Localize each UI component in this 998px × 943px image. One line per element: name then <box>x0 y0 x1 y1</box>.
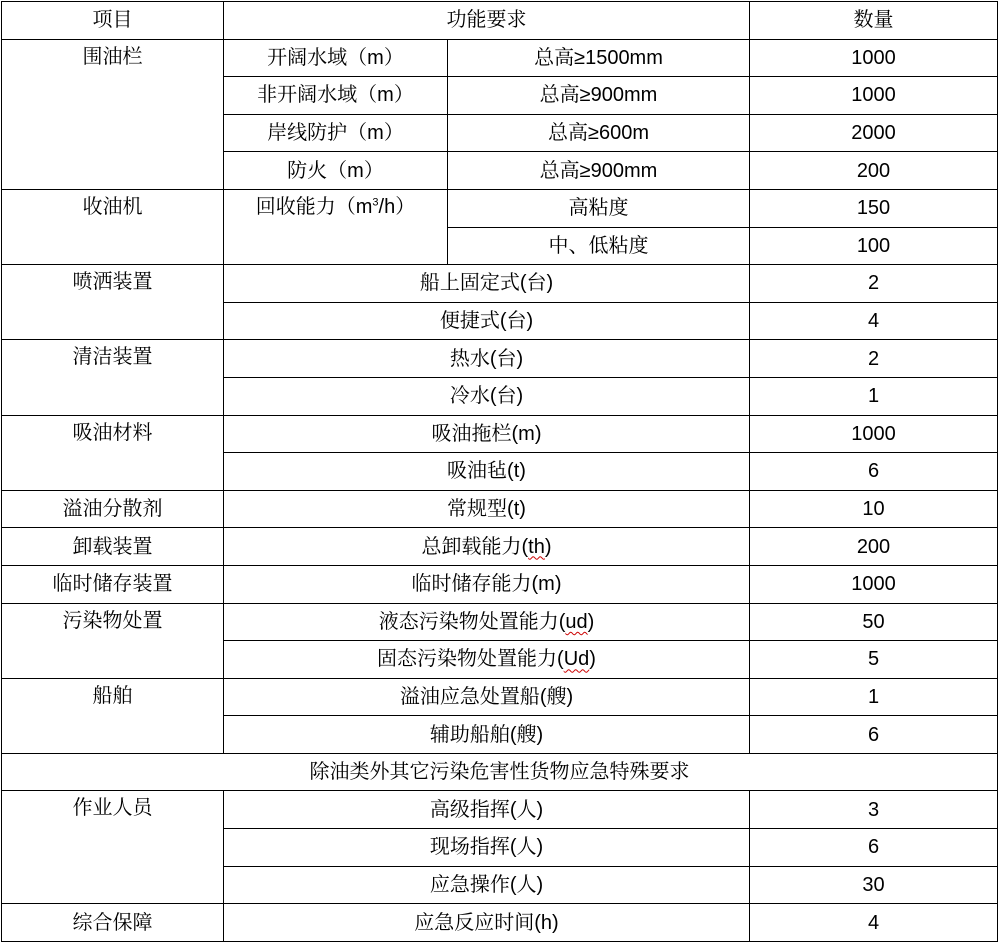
category-cell: 喷洒装置 <box>2 265 224 340</box>
quantity-cell: 1000 <box>750 39 998 77</box>
category-cell: 综合保障 <box>2 904 224 942</box>
requirement-cell: 冷水(台) <box>224 377 750 415</box>
quantity-cell: 200 <box>750 152 998 190</box>
quantity-cell: 4 <box>750 302 998 340</box>
quantity-cell: 1 <box>750 678 998 716</box>
quantity-cell: 1000 <box>750 77 998 115</box>
category-cell: 吸油材料 <box>2 415 224 490</box>
table-row <box>2 678 998 716</box>
quantity-cell: 6 <box>750 453 998 491</box>
requirement-text-end: ) <box>587 610 595 633</box>
quantity-cell: 100 <box>750 227 998 265</box>
requirement-cell <box>224 528 750 566</box>
section-note: 除油类外其它污染危害性货物应急特殊要求 <box>2 753 998 791</box>
category-cell: 作业人员 <box>2 791 224 904</box>
category-cell: 清洁装置 <box>2 340 224 415</box>
quantity-cell: 30 <box>750 866 998 904</box>
quantity-cell: 2000 <box>750 114 998 152</box>
table-row <box>2 265 998 303</box>
table-row <box>2 603 998 641</box>
category-cell: 污染物处置 <box>2 603 224 678</box>
subcategory-cell <box>224 189 448 264</box>
equipment-requirements-table <box>1 1 998 942</box>
capacity-label-prefix: 回收能力（m <box>255 195 373 218</box>
spec-cell: 中、低粘度 <box>448 227 750 265</box>
requirement-cell: 应急操作(人) <box>224 866 750 904</box>
header-quantity: 数量 <box>750 2 998 40</box>
quantity-cell: 1000 <box>750 415 998 453</box>
table-row <box>2 904 998 942</box>
header-requirement: 功能要求 <box>224 2 750 40</box>
table-row <box>2 791 998 829</box>
quantity-cell: 5 <box>750 641 998 679</box>
quantity-cell: 2 <box>750 265 998 303</box>
quantity-cell: 50 <box>750 603 998 641</box>
requirement-text: 液态污染物处置能力( <box>378 610 566 633</box>
requirement-cell: 便捷式(台) <box>224 302 750 340</box>
unit-text: th <box>528 535 545 558</box>
quantity-cell: 150 <box>750 189 998 227</box>
subcategory-cell: 防火（m） <box>224 152 448 190</box>
requirement-cell <box>224 603 750 641</box>
quantity-cell: 4 <box>750 904 998 942</box>
capacity-label-suffix: /h） <box>378 195 416 218</box>
subcategory-cell: 非开阔水域（m） <box>224 77 448 115</box>
quantity-cell: 3 <box>750 791 998 829</box>
section-note-row <box>2 753 998 791</box>
subcategory-cell: 岸线防护（m） <box>224 114 448 152</box>
table-row <box>2 528 998 566</box>
requirement-cell: 辅助船舶(艘) <box>224 716 750 754</box>
spec-cell: 总高≥900mm <box>448 152 750 190</box>
spec-cell: 总高≥600m <box>448 114 750 152</box>
subcategory-cell: 开阔水域（m） <box>224 39 448 77</box>
requirement-cell: 溢油应急处置船(艘) <box>224 678 750 716</box>
cubic-superscript: 3 <box>372 196 379 209</box>
requirement-text: 总卸载能力( <box>421 535 529 558</box>
quantity-cell: 1 <box>750 377 998 415</box>
category-cell: 临时储存装置 <box>2 565 224 603</box>
requirement-cell: 现场指挥(人) <box>224 829 750 867</box>
requirement-cell: 船上固定式(台) <box>224 265 750 303</box>
category-cell: 溢油分散剂 <box>2 490 224 528</box>
table-row <box>2 340 998 378</box>
category-cell: 卸载装置 <box>2 528 224 566</box>
requirement-cell: 吸油毡(t) <box>224 453 750 491</box>
header-item: 项目 <box>2 2 224 40</box>
spec-cell: 高粘度 <box>448 189 750 227</box>
header-row <box>2 2 998 40</box>
requirement-cell: 常规型(t) <box>224 490 750 528</box>
quantity-cell: 1000 <box>750 565 998 603</box>
quantity-cell: 6 <box>750 716 998 754</box>
requirement-cell: 热水(台) <box>224 340 750 378</box>
requirement-cell <box>224 641 750 679</box>
requirement-cell: 吸油拖栏(m) <box>224 415 750 453</box>
spec-cell: 总高≥900mm <box>448 77 750 115</box>
requirement-text-end: ) <box>589 648 596 671</box>
category-cell: 收油机 <box>2 189 224 264</box>
category-cell: 围油栏 <box>2 39 224 189</box>
table-row <box>2 39 998 77</box>
quantity-cell: 10 <box>750 490 998 528</box>
quantity-cell: 200 <box>750 528 998 566</box>
requirement-cell: 高级指挥(人) <box>224 791 750 829</box>
requirement-cell: 应急反应时间(h) <box>224 904 750 942</box>
requirement-text-end: ) <box>544 535 552 558</box>
unit-text: Ud <box>563 648 590 671</box>
quantity-cell: 2 <box>750 340 998 378</box>
quantity-cell: 6 <box>750 829 998 867</box>
unit-text: ud <box>565 610 588 633</box>
table-row <box>2 189 998 227</box>
table-row <box>2 415 998 453</box>
category-cell: 船舶 <box>2 678 224 753</box>
table-row <box>2 490 998 528</box>
requirement-cell: 临时储存能力(m) <box>224 565 750 603</box>
requirement-text: 固态污染物处置能力( <box>377 648 564 671</box>
table-row <box>2 565 998 603</box>
spec-cell: 总高≥1500mm <box>448 39 750 77</box>
